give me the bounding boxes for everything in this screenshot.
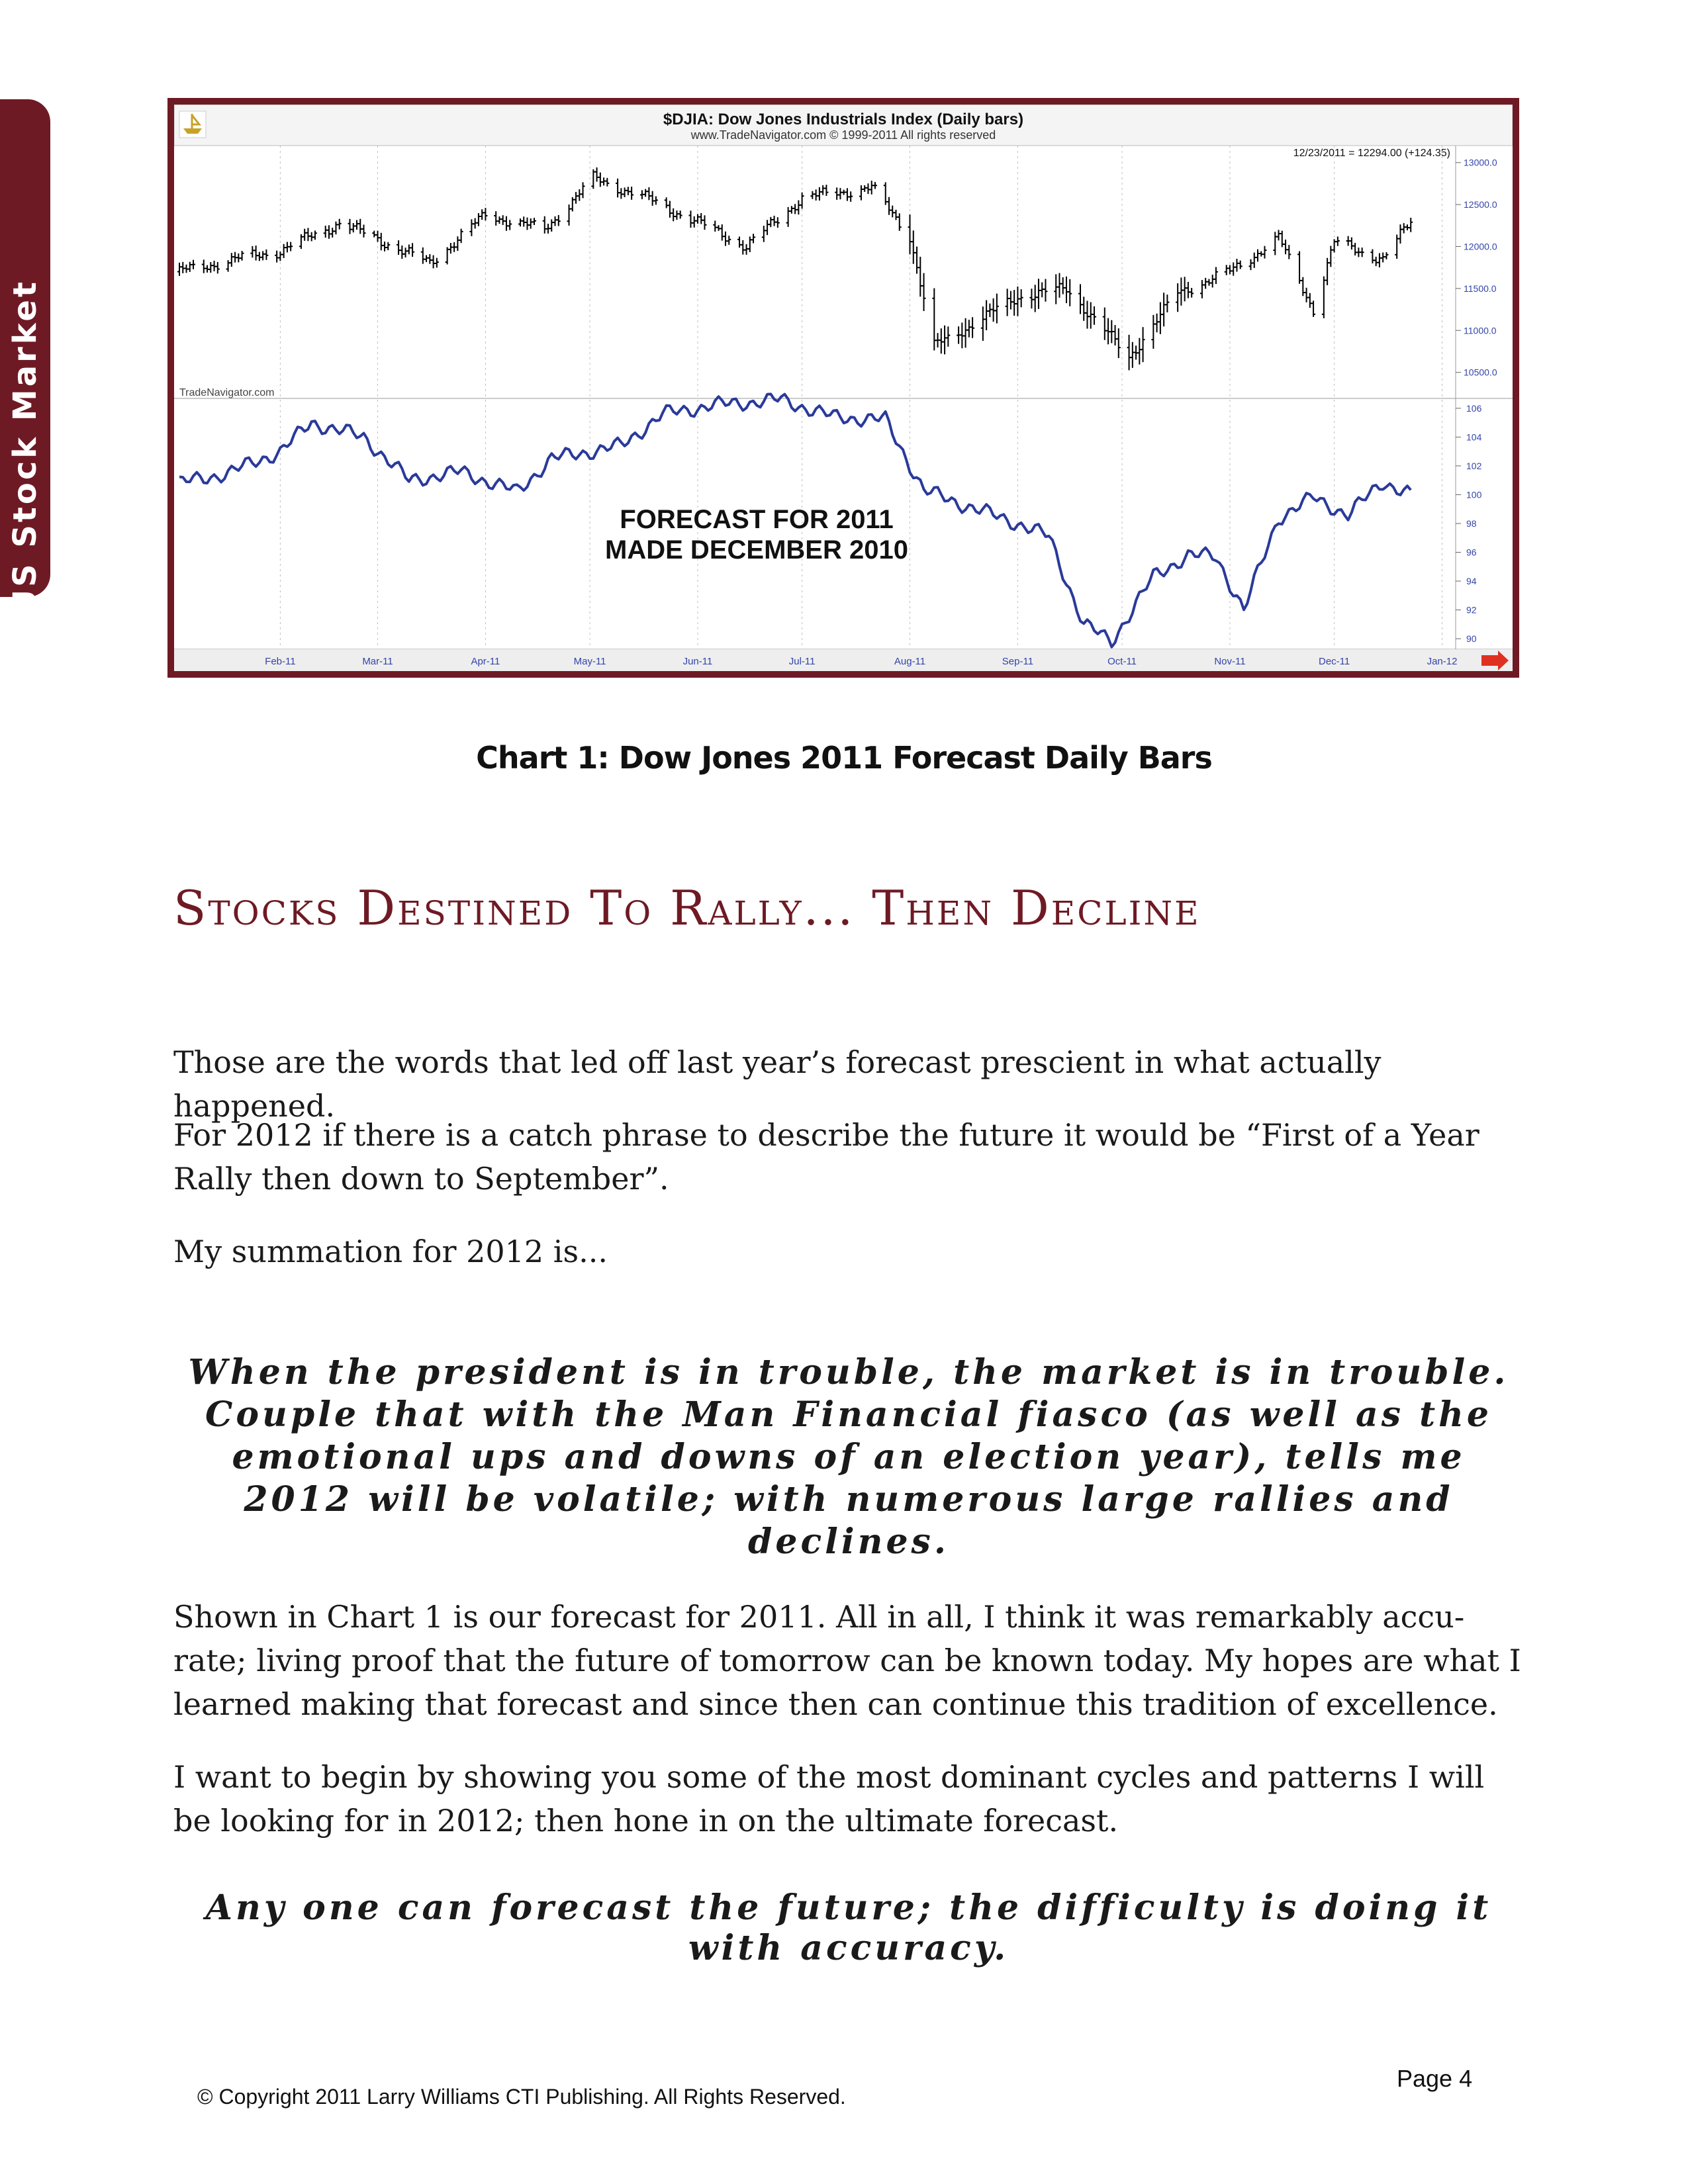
chart-frame	[167, 98, 1519, 678]
price-tick-label: 11500.0	[1464, 283, 1497, 294]
price-tick-label: 11000.0	[1464, 325, 1497, 336]
forecast-tick-label: 94	[1466, 576, 1477, 587]
chart-title: $DJIA: Dow Jones Industrials Index (Daily bars)	[663, 111, 1024, 128]
page-number: Page 4	[1397, 2065, 1473, 2092]
chart-subtitle: www.TradeNavigator.com © 1999-2011 All rights reserved	[690, 128, 996, 142]
copyright-notice: © Copyright 2011 Larry Williams CTI Publishing. All Rights Reserved.	[197, 2085, 846, 2109]
last-quote: 12/23/2011 = 12294.00 (+124.35)	[1293, 148, 1450, 159]
forecast-tick-label: 106	[1466, 402, 1482, 414]
x-tick-label: Feb-11	[265, 656, 296, 667]
x-tick-label: Jun-11	[682, 656, 713, 667]
chart-caption: Chart 1: Dow Jones 2011 Forecast Daily Bars	[476, 740, 1212, 776]
price-tick-label: 12000.0	[1464, 241, 1497, 252]
paragraph-4: Shown in Chart 1 is our forecast for 2011. All in all, I think it was remarkably accu-rate; living proof that the future of tomorrow can be known today. My hopes are what I learned making that forecast and since then can continue this tradition of excellence.	[173, 1599, 1521, 1722]
x-tick-label: Jan-12	[1427, 656, 1458, 667]
x-tick-label: Nov-11	[1214, 656, 1246, 667]
x-tick-label: Sep-11	[1002, 656, 1034, 667]
price-tick-label: 10500.0	[1464, 367, 1497, 378]
forecast-tick-label: 92	[1466, 604, 1477, 615]
forecast-tick-label: 90	[1466, 633, 1477, 645]
paragraph-5: I want to begin by showing you some of the most dominant cycles and patterns I will be looking for in 2012; then hone in on the ultimate forecast.	[173, 1759, 1485, 1839]
trade-navigator-logo	[179, 111, 206, 138]
forecast-tick-label: 104	[1466, 432, 1482, 443]
paragraph-3: My summation for 2012 is...	[173, 1234, 608, 1269]
summation-quote: When the president is in trouble, the market is in trouble. Couple that with the Man Financial fiasco (as well as the emotional ups and downs of an election year), tells me 2012 will be volatile; with numerous large rallies and declines.	[188, 1352, 1509, 1562]
section-tab-label: US Stock Market	[7, 279, 44, 615]
x-tick-label: Aug-11	[894, 656, 926, 667]
forecast-tick-label: 96	[1466, 547, 1477, 558]
x-tick-label: May-11	[573, 656, 606, 667]
paragraph-2: For 2012 if there is a catch phrase to describe the future it would be “First of a Year Rally then down to September”.	[173, 1117, 1479, 1197]
x-tick-label: Oct-11	[1107, 656, 1137, 667]
paragraph-1: Those are the words that led off last year’s forecast prescient in what actually happened.	[173, 1044, 1382, 1124]
forecast-tick-label: 102	[1466, 460, 1482, 471]
forecast-tick-label: 98	[1466, 518, 1477, 529]
section-heading: Stocks Destined To Rally... Then Decline	[173, 880, 1201, 936]
closing-statement: Any one can forecast the future; the difficulty is doing it with accuracy.	[205, 1888, 1492, 1968]
chart-watermark: TradeNavigator.com	[179, 387, 275, 398]
forecast-annotation-line1: FORECAST FOR 2011	[620, 505, 894, 534]
price-tick-label: 13000.0	[1464, 157, 1497, 168]
x-tick-label: Dec-11	[1318, 656, 1350, 667]
section-tab	[0, 99, 50, 615]
forecast-tick-label: 100	[1466, 489, 1482, 500]
dow-jones-chart	[174, 105, 1513, 671]
x-tick-label: Apr-11	[471, 656, 500, 667]
x-tick-label: Jul-11	[788, 656, 816, 667]
forecast-annotation-line2: MADE DECEMBER 2010	[605, 535, 908, 565]
price-tick-label: 12500.0	[1464, 199, 1497, 210]
x-tick-label: Mar-11	[362, 656, 393, 667]
